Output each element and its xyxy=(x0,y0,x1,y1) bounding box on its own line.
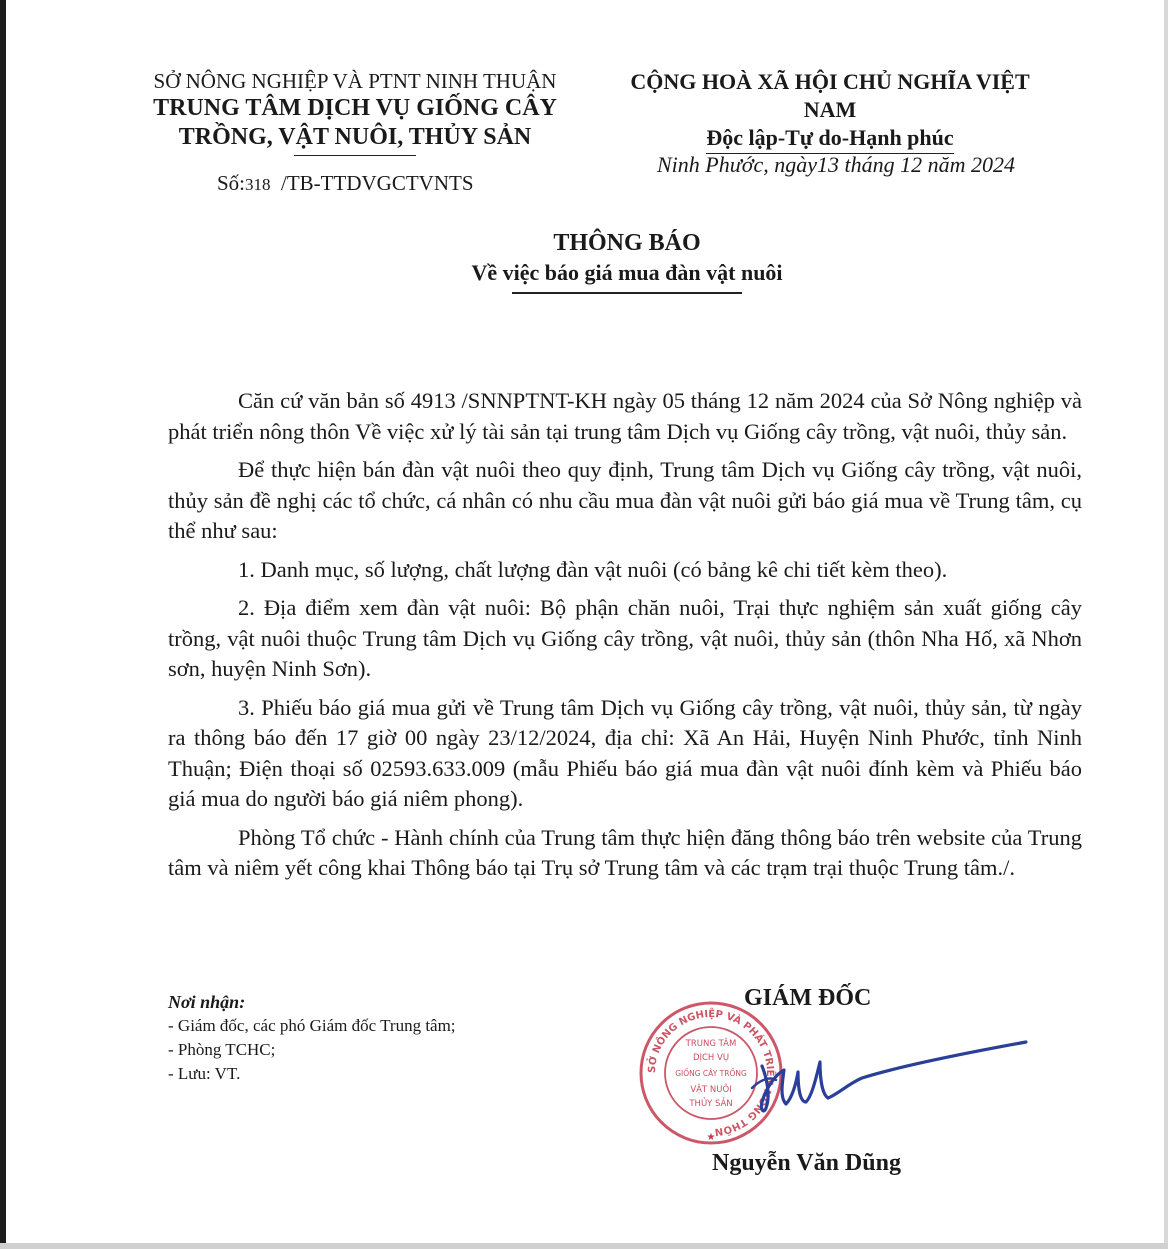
document-number xyxy=(217,171,474,196)
national-motto: Độc lập-Tự do-Hạnh phúc xyxy=(706,124,953,154)
doc-no-number: 318 xyxy=(245,175,271,194)
document-title: THÔNG BÁO xyxy=(553,230,701,256)
ministry-name: SỞ NÔNG NGHIỆP VÀ PTNT NINH THUẬN xyxy=(153,69,557,93)
paragraph-request: Để thực hiện bán đàn vật nuôi theo quy định, Trung tâm Dịch vụ Giống cây trồng, vật nuôi, thủy sản đề nghị các tổ chức, cá nhân có nhu cầu mua đàn vật nuôi gửi báo giá mua về Trung tâm, cụ thể như sau: xyxy=(168,457,1082,543)
handwritten-signature xyxy=(740,1036,1040,1126)
paragraph-basis: Căn cứ văn bản số 4913 /SNNPTNT-KH ngày 05 tháng 12 năm 2024 của Sở Nông nghiệp và phát triển nông thôn Về việc xử lý tài sản tại trung tâm Dịch vụ Giống cây trồng, vật nuôi, thủy sản. xyxy=(168,388,1082,444)
seal-star-icon: ★ xyxy=(706,1132,716,1143)
document-subtitle: Về việc báo giá mua đàn vật nuôi xyxy=(471,260,783,285)
paragraph-item-3: 3. Phiếu báo giá mua gửi về Trung tâm Dịch vụ Giống cây trồng, vật nuôi, thủy sản, từ ngày ra thông báo đến 17 giờ 00 ngày 23/12/2024, địa chỉ: Xã An Hải, Huyện Ninh Phước, tỉnh Ninh Thuận; Điện thoại số 02593.633.009 (mẫu Phiếu báo giá mua đàn vật nuôi đính kèm và Phiếu báo giá mua do người báo giá niêm phong). xyxy=(168,694,1082,811)
issuer-header xyxy=(150,68,560,156)
seal-center-line: TRUNG TÂM xyxy=(685,1039,737,1049)
scan-frame-right xyxy=(1164,0,1168,1249)
scan-frame-bottom xyxy=(0,1243,1168,1249)
seal-center-line: VẬT NUÔI xyxy=(690,1085,732,1095)
recipient-item: - Phòng TCHC; xyxy=(168,1040,276,1059)
recipient-item: - Giám đốc, các phó Giám đốc Trung tâm; xyxy=(168,1016,456,1035)
title-underline xyxy=(512,292,742,294)
document-title-block xyxy=(0,228,1168,294)
nation-name: CỘNG HOÀ XÃ HỘI CHỦ NGHĨA VIỆT NAM xyxy=(630,69,1030,122)
paragraph-item-2: 2. Địa điểm xem đàn vật nuôi: Bộ phận chăn nuôi, Trại thực nghiệm sản xuất giống cây trồng, vật nuôi thuộc Trung tâm Dịch vụ Giống cây trồng, vật nuôi, thủy sản (thôn Nha Hố, xã Nhơn sơn, huyện Ninh Sơn). xyxy=(168,595,1082,681)
seal-ring-text: SỞ NÔNG NGHIỆP VÀ PHÁT TRIỂN NÔNG THÔN xyxy=(646,1008,776,1137)
center-name-line2: TRỒNG, VẬT NUÔI, THỦY SẢN xyxy=(178,124,532,150)
center-name-line1: TRUNG TÂM DỊCH VỤ GIỐNG CÂY xyxy=(153,95,557,121)
date-prefix: Ninh Phước, ngày xyxy=(657,152,817,177)
date-day: 13 xyxy=(817,152,839,177)
paragraph-item-1: 1. Danh mục, số lượng, chất lượng đàn vật nuôi (có bảng kê chi tiết kèm theo). xyxy=(238,556,948,582)
paragraph-publication: Phòng Tổ chức - Hành chính của Trung tâm thực hiện đăng thông báo trên website của Trung tâm và niêm yết công khai Thông báo tại Trụ sở Trung tâm và các trạm trại thuộc Trung tâm./. xyxy=(168,824,1082,880)
seal-center-line: DỊCH VỤ xyxy=(692,1053,730,1063)
issuer-underline xyxy=(294,155,416,156)
national-header xyxy=(606,68,1054,154)
recipients-heading: Nơi nhận: xyxy=(168,992,246,1012)
doc-no-suffix: /TB-TTDVGCTVNTS xyxy=(281,171,474,195)
signer-title: GIÁM ĐỐC xyxy=(744,985,872,1011)
recipient-item: - Lưu: VT. xyxy=(168,1064,241,1083)
seal-center-line: GIỐNG CÂY TRỒNG xyxy=(675,1069,747,1078)
recipients-block xyxy=(168,990,456,1086)
document-body xyxy=(168,386,1082,892)
issue-date xyxy=(657,152,1015,178)
date-rest: tháng 12 năm 2024 xyxy=(844,152,1015,177)
doc-no-prefix: Số: xyxy=(217,171,246,195)
signer-name: Nguyễn Văn Dũng xyxy=(712,1150,901,1176)
seal-center-line: THỦY SẢN xyxy=(689,1099,733,1109)
scan-frame-left xyxy=(0,0,6,1249)
